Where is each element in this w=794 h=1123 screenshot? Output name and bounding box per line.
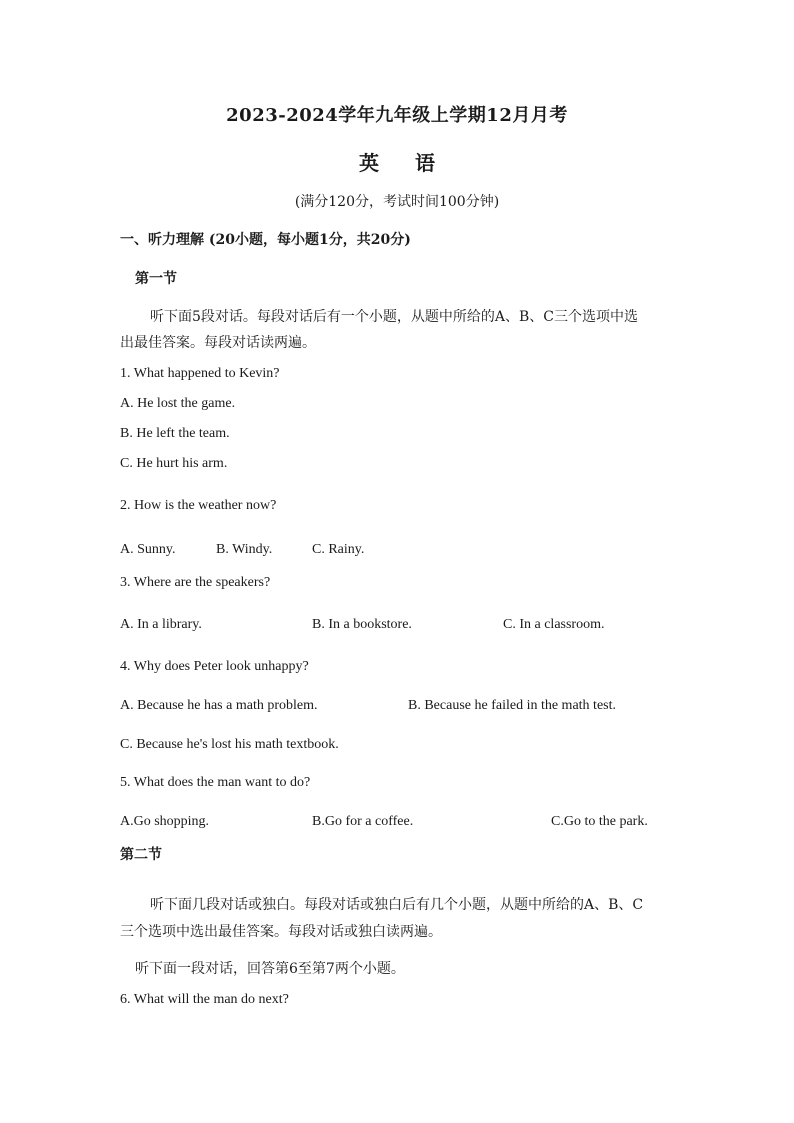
section-2-instruction-line-1: 听下面几段对话或独白。每段对话或独白后有几个小题，从题中所给的A、B、C xyxy=(150,897,644,913)
question-4-stem: 4. Why does Peter look unhappy? xyxy=(120,659,309,674)
part-heading: 一、听力理解 (20小题，每小题1分，共20分) xyxy=(120,232,411,248)
question-3-option-c: C. In a classroom. xyxy=(503,617,605,632)
question-3-option-a: A. In a library. xyxy=(120,617,202,632)
question-4-option-b: B. Because he failed in the math test. xyxy=(408,698,616,713)
question-4-option-a: A. Because he has a math problem. xyxy=(120,698,318,713)
question-5-option-c: C.Go to the park. xyxy=(551,814,648,829)
question-3-stem: 3. Where are the speakers? xyxy=(120,575,271,590)
exam-title: 2023-2024学年九年级上学期12月月考 xyxy=(226,105,568,126)
section-2-instruction-line-2: 三个选项中选出最佳答案。每段对话或独白读两遍。 xyxy=(120,924,442,940)
subject-char-2: 语 xyxy=(415,151,435,175)
question-5-stem: 5. What does the man want to do? xyxy=(120,775,311,790)
question-5-option-b: B.Go for a coffee. xyxy=(312,814,414,829)
question-3-option-b: B. In a bookstore. xyxy=(312,617,412,632)
question-1-stem: 1. What happened to Kevin? xyxy=(120,366,280,381)
section-2-label: 第二节 xyxy=(120,847,162,863)
section-1-instruction-line-2: 出最佳答案。每段对话读两遍。 xyxy=(120,335,316,351)
exam-note: (满分120分，考试时间100分钟) xyxy=(294,194,500,210)
section-1-label: 第一节 xyxy=(135,271,177,287)
question-1-option-c: C. He hurt his arm. xyxy=(120,456,228,471)
question-5-option-a: A.Go shopping. xyxy=(120,814,210,829)
question-4-option-c: C. Because he's lost his math textbook. xyxy=(120,737,339,752)
question-1-option-a: A. He lost the game. xyxy=(120,396,236,411)
question-2-option-a: A. Sunny. xyxy=(120,542,176,557)
question-1-option-b: B. He left the team. xyxy=(120,426,230,441)
subject-char-1: 英 xyxy=(359,151,379,175)
question-2-stem: 2. How is the weather now? xyxy=(120,498,277,513)
question-6-stem: 6. What will the man do next? xyxy=(120,992,289,1007)
question-2-option-c: C. Rainy. xyxy=(312,542,365,557)
section-1-instruction-line-1: 听下面5段对话。每段对话后有一个小题，从题中所给的A、B、C三个选项中选 xyxy=(150,309,639,325)
section-2-sub-instruction: 听下面一段对话，回答第6至第7两个小题。 xyxy=(135,961,405,977)
question-2-option-b: B. Windy. xyxy=(216,542,273,557)
subject-title xyxy=(0,147,794,176)
